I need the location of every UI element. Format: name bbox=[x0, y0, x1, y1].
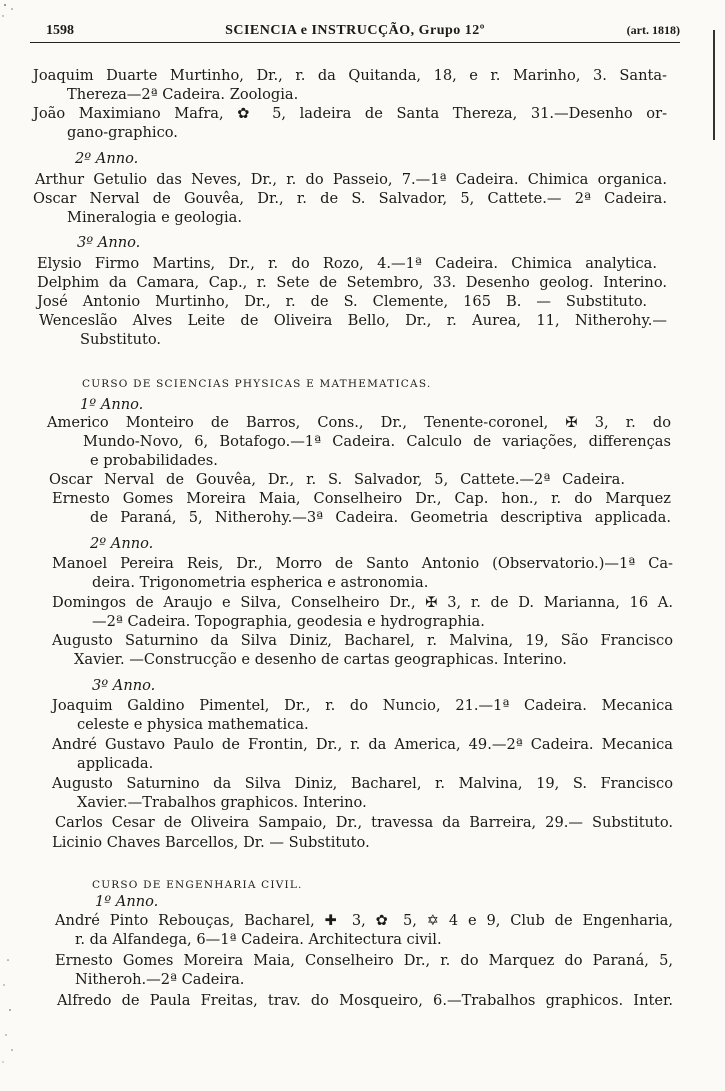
year-heading: 1º Anno. bbox=[95, 893, 159, 910]
text-line: Ernesto Gomes Moreira Maia, Conselheiro Dr., r. do Marquez do Paraná, 5, bbox=[55, 952, 673, 969]
text-line: —2ª Cadeira. Topographia, geodesia e hydrographia. bbox=[92, 613, 485, 630]
text-line: João Maximiano Mafra, ✿ 5, ladeira de Santa Thereza, 31.—Desenho or- bbox=[33, 105, 667, 122]
text-line: applicada. bbox=[77, 755, 154, 772]
text-line: celeste e physica mathematica. bbox=[77, 716, 309, 733]
text-line: Elysio Firmo Martins, Dr., r. do Rozo, 4.—1ª Cadeira. Chimica analytica. bbox=[37, 255, 657, 272]
text-line: Carlos Cesar de Oliveira Sampaio, Dr., travessa da Barreira, 29.— Substituto. bbox=[55, 814, 673, 831]
text-line: Oscar Nerval de Gouvêa, Dr., r. S. Salvador, 5, Cattete.—2ª Cadeira. bbox=[49, 471, 625, 488]
text-line: r. da Alfandega, 6—1ª Cadeira. Architectura civil. bbox=[75, 931, 442, 948]
margin-specks bbox=[0, 0, 26, 1091]
text-line: Wenceslão Alves Leite de Oliveira Bello, Dr., r. Aurea, 11, Nitherohy.— bbox=[39, 312, 667, 329]
text-line: André Gustavo Paulo de Frontin, Dr., r. da America, 49.—2ª Cadeira. Mecanica bbox=[52, 736, 673, 753]
text-line: Alfredo de Paula Freitas, trav. do Mosqueiro, 6.—Trabalhos graphicos. Inter. bbox=[57, 992, 673, 1009]
section-heading: CURSO DE SCIENCIAS PHYSICAS E MATHEMATICAS. bbox=[82, 378, 432, 390]
year-heading: 2º Anno. bbox=[90, 535, 154, 552]
text-line: Thereza—2ª Cadeira. Zoologia. bbox=[67, 86, 299, 103]
text-line: Mineralogia e geologia. bbox=[67, 209, 242, 226]
header-title: SCIENCIA e INSTRUCÇÃO, Grupo 12º bbox=[225, 23, 485, 38]
text-line: Americo Monteiro de Barros, Cons., Dr., Tenente-coronel, ✠ 3, r. do bbox=[47, 414, 671, 431]
page-number: 1598 bbox=[46, 23, 74, 38]
section-heading: CURSO DE ENGENHARIA CIVIL. bbox=[92, 879, 303, 891]
text-line: Substituto. bbox=[80, 331, 162, 348]
running-header bbox=[30, 20, 680, 43]
margin-rule bbox=[713, 30, 715, 140]
text-line: Delphim da Camara, Cap., r. Sete de Setembro, 33. Desenho geolog. Interino. bbox=[37, 274, 667, 291]
article-number: (art. 1818) bbox=[626, 23, 680, 37]
text-line: Joaquim Galdino Pimentel, Dr., r. do Nuncio, 21.—1ª Cadeira. Mecanica bbox=[52, 697, 673, 714]
text-line: Ernesto Gomes Moreira Maia, Conselheiro Dr., Cap. hon., r. do Marquez bbox=[52, 490, 671, 507]
text-line: Oscar Nerval de Gouvêa, Dr., r. de S. Salvador, 5, Cattete.— 2ª Cadeira. bbox=[33, 190, 667, 207]
text-line: de Paraná, 5, Nitherohy.—3ª Cadeira. Geometria descriptiva applicada. bbox=[90, 509, 671, 526]
year-heading: 2º Anno. bbox=[75, 150, 139, 167]
text-line: Nitheroh.—2ª Cadeira. bbox=[75, 971, 245, 988]
text-line: Xavier.—Trabalhos graphicos. Interino. bbox=[77, 794, 367, 811]
text-line: André Pinto Rebouças, Bacharel, ✚ 3, ✿ 5, ✡ 4 e 9, Club de Engenharia, bbox=[55, 912, 673, 929]
text-line: Domingos de Araujo e Silva, Conselheiro Dr., ✠ 3, r. de D. Marianna, 16 A. bbox=[52, 594, 673, 611]
year-heading: 3º Anno. bbox=[92, 677, 156, 694]
text-line: deira. Trigonometria espherica e astronomia. bbox=[92, 574, 429, 591]
text-line: e probabilidades. bbox=[90, 452, 218, 469]
text-line: Arthur Getulio das Neves, Dr., r. do Passeio, 7.—1ª Cadeira. Chimica organica. bbox=[35, 171, 667, 188]
text-line: Mundo-Novo, 6, Botafogo.—1ª Cadeira. Calculo de variações, differenças bbox=[83, 433, 671, 450]
year-heading: 1º Anno. bbox=[80, 396, 144, 413]
text-line: Licinio Chaves Barcellos, Dr. — Substituto. bbox=[52, 834, 370, 851]
text-line: Augusto Saturnino da Silva Diniz, Bacharel, r. Malvina, 19, S. Francisco bbox=[52, 775, 673, 792]
text-line: gano-graphico. bbox=[67, 124, 178, 141]
text-line: Manoel Pereira Reis, Dr., Morro de Santo Antonio (Observatorio.)—1ª Ca- bbox=[52, 555, 673, 572]
text-line: Augusto Saturnino da Silva Diniz, Bacharel, r. Malvina, 19, São Francisco bbox=[52, 632, 673, 649]
text-line: José Antonio Murtinho, Dr., r. de S. Clemente, 165 B. — Substituto. bbox=[37, 293, 647, 310]
text-line: Joaquim Duarte Murtinho, Dr., r. da Quitanda, 18, e r. Marinho, 3. Santa- bbox=[33, 67, 667, 84]
text-line: Xavier. —Construcção e desenho de cartas geographicas. Interino. bbox=[74, 651, 567, 668]
year-heading: 3º Anno. bbox=[77, 234, 141, 251]
